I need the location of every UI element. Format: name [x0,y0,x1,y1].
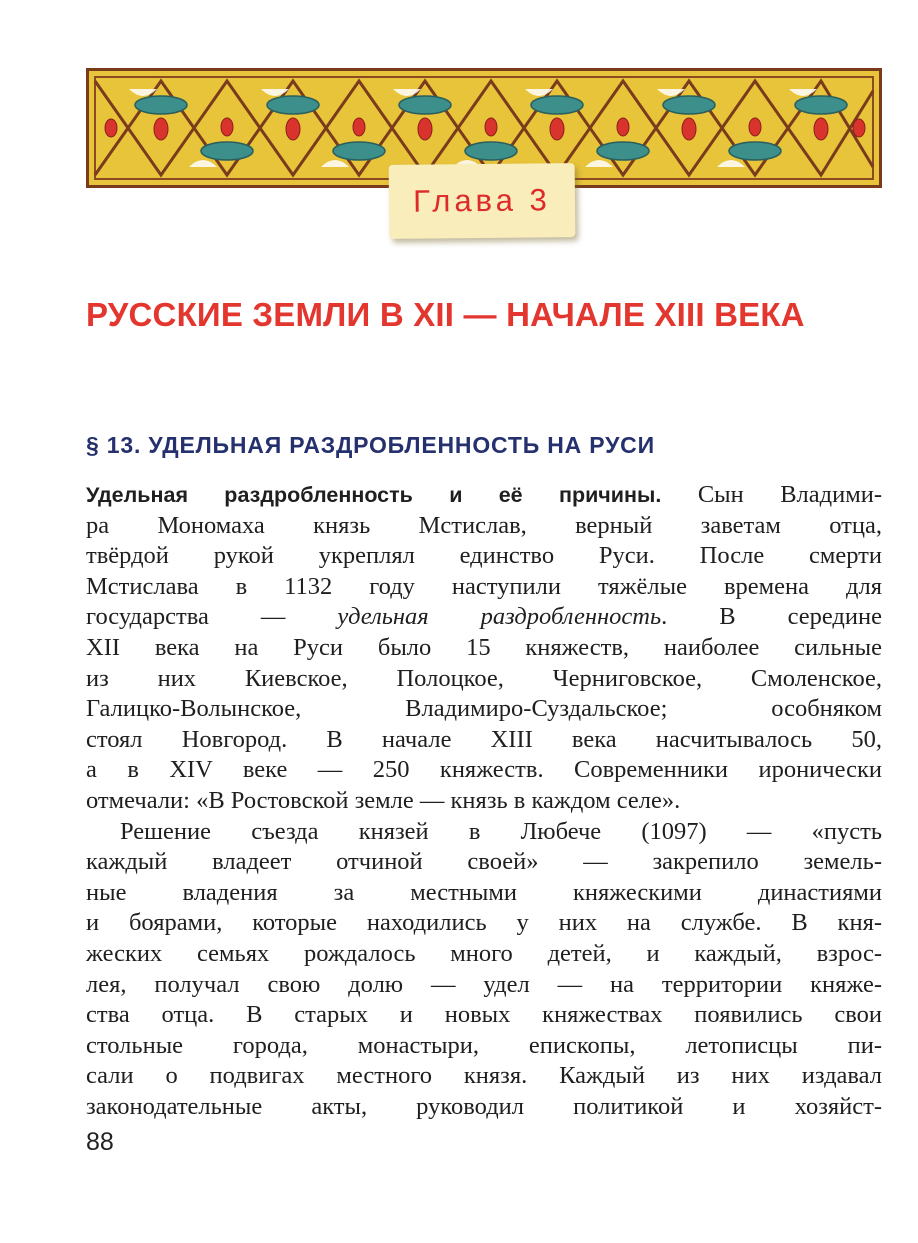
chapter-title: РУССКИЕ ЗЕМЛИ В XII — НАЧАЛЕ XIII ВЕКА [86,296,805,333]
text-line: из них Киевское, Полоцкое, Черниговское, Смоленское, [86,664,882,692]
text-fragment: Сын Владими- [697,481,882,508]
text-line [86,602,882,633]
text-line: XII века на Руси было 15 княжеств, наиболее сильные [86,633,882,661]
text-line: а в XIV веке — 250 княжеств. Современники иронически [86,756,882,784]
text-line: ные владения за местными княжескими династиями [86,878,882,906]
text-line: Галицко-Волынское, Владимиро-Суздальское; особняком [86,695,882,723]
text-line: законодательные акты, руководил политикой и хозяйст- [86,1092,882,1120]
text-line: Мстислава в 1132 году наступили тяжёлые времена для [86,572,882,600]
text-line: каждый владеет отчиной своей» — закрепило земель- [86,848,882,876]
text-fragment: государства — [86,603,286,631]
text-line: стоял Новгород. В начале XIII века насчитывалось 50, [86,725,882,753]
text-line: стольные города, монастыри, епископы, летописцы пи- [86,1031,882,1059]
body-text [86,480,882,1122]
text-fragment: . В середине [661,603,882,631]
text-line: и боярами, которые находились у них на службе. В кня- [86,909,882,937]
section-title: § 13. УДЕЛЬНАЯ РАЗДРОБЛЕННОСТЬ НА РУСИ [86,432,655,458]
text-line: лея, получал свою долю — удел — на территории княже- [86,970,882,998]
page-number: 88 [86,1128,114,1156]
text-line: ра Мономаха князь Мстислав, верный заветам отца, [86,511,882,539]
text-line: твёрдой рукой укреплял единство Руси. После смерти [86,542,882,570]
emphasized-term: удельная раздробленность [337,603,662,631]
text-line: Решение съезда князей в Любече (1097) — «пусть [120,817,882,845]
text-line: отмечали: «В Ростовской земле — князь в каждом селе». [86,786,681,814]
text-line: ства отца. В старых и новых княжествах появились свои [86,1001,882,1029]
text-line: сали о подвигах местного князя. Каждый из них издавал [86,1062,882,1090]
chapter-label: Глава 3 [389,163,576,239]
text-line [86,480,882,511]
paragraph-lead-heading: Удельная раздробленность и её причины. [86,483,662,507]
text-line: жеских семьях рождалось много детей, и каждый, взрос- [86,939,882,967]
